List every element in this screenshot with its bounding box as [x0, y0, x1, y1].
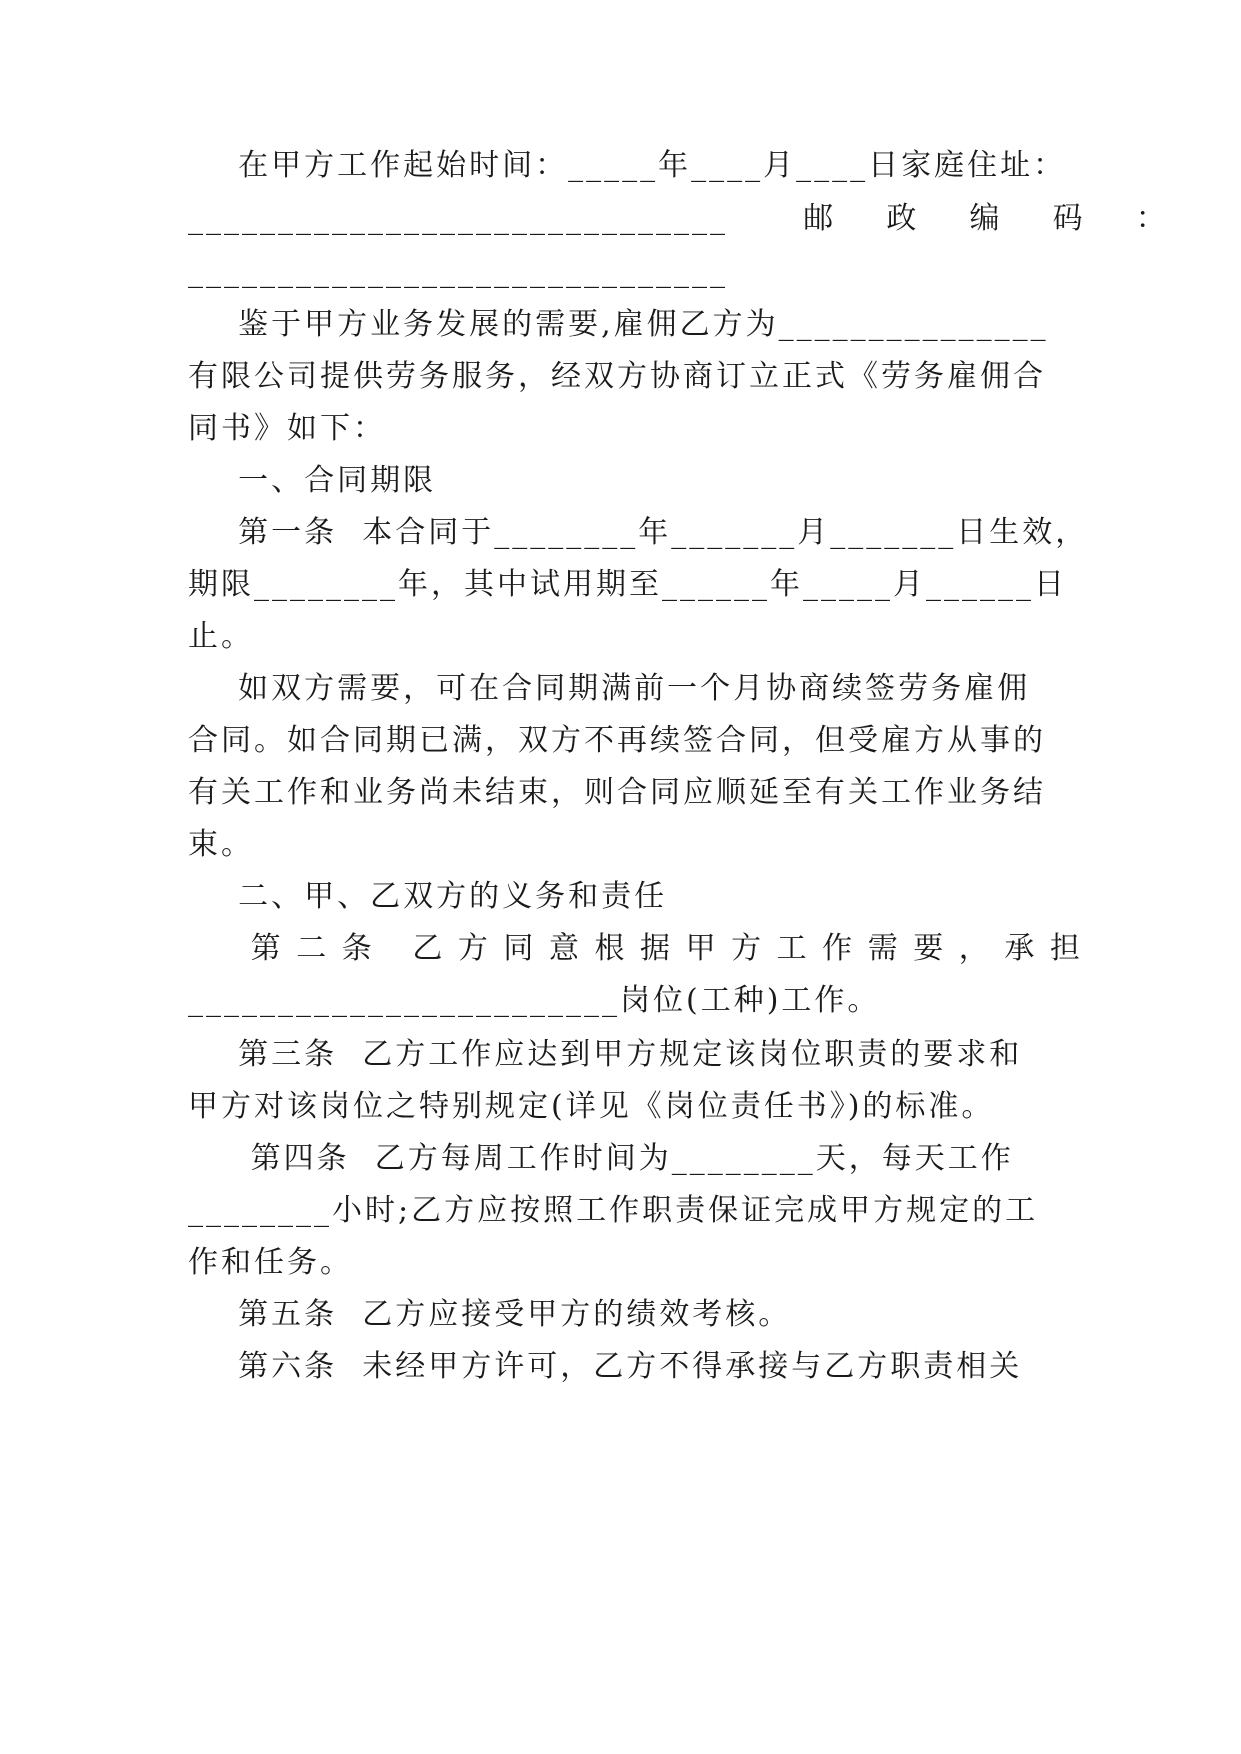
text-line-article-5: 第五条 乙方应接受甲方的绩效考核。: [188, 1297, 792, 1332]
text-line-renewal-1: 如双方需要，可在合同期满前一个月协商续签劳务雇佣: [188, 671, 1031, 706]
text-line-preamble-1: 鉴于甲方业务发展的需要,雇佣乙方为_______________: [188, 307, 1049, 342]
text-line-renewal-4: 束。: [188, 827, 254, 862]
text-line-article-2-b: ________________________岗位(工种)工作。: [188, 983, 881, 1018]
section-heading-obligations: 二、甲、乙双方的义务和责任: [188, 879, 668, 914]
text-line-article-1-c: 止。: [188, 619, 254, 654]
text-line-article-4-c: 作和任务。: [188, 1245, 353, 1280]
text-line-preamble-3: 同书》如下：: [188, 411, 386, 446]
text-line-article-6: 第六条 未经甲方许可，乙方不得承接与乙方职责相关: [188, 1349, 1023, 1384]
text-line-article-1-a: 第一条 本合同于________年_______月_______日生效，: [188, 515, 1089, 550]
text-line-article-4-b: ________小时;乙方应按照工作职责保证完成甲方规定的工: [188, 1193, 1039, 1228]
text-line-postal-code: ______________________________ 邮 政 编 码 ：: [188, 201, 1169, 236]
text-line-article-3-b: 甲方对该岗位之特别规定(详见《岗位责任书》)的标准。: [188, 1089, 995, 1124]
text-line-article-4-a: 第四条 乙方每周工作时间为________天，每天工作: [188, 1141, 1014, 1176]
text-line-article-1-b: 期限________年，其中试用期至______年_____月______日: [188, 567, 1067, 602]
text-line-article-2-a: 第 二 条 乙 方 同 意 根 据 甲 方 工 作 需 要 ， 承 担: [188, 931, 1083, 966]
text-line-blank: ______________________________: [188, 254, 728, 289]
text-line-start-date-address: 在甲方工作起始时间：_____年____月____日家庭住址：: [188, 148, 1067, 183]
text-line-preamble-2: 有限公司提供劳务服务，经双方协商订立正式《劳务雇佣合: [188, 359, 1046, 394]
text-line-renewal-3: 有关工作和业务尚未结束，则合同应顺延至有关工作业务结: [188, 775, 1046, 810]
text-line-renewal-2: 合同。如合同期已满，双方不再续签合同，但受雇方从事的: [188, 723, 1046, 758]
section-heading-contract-term: 一、合同期限: [188, 463, 437, 498]
text-line-article-3-a: 第三条 乙方工作应达到甲方规定该岗位职责的要求和: [188, 1037, 1023, 1072]
